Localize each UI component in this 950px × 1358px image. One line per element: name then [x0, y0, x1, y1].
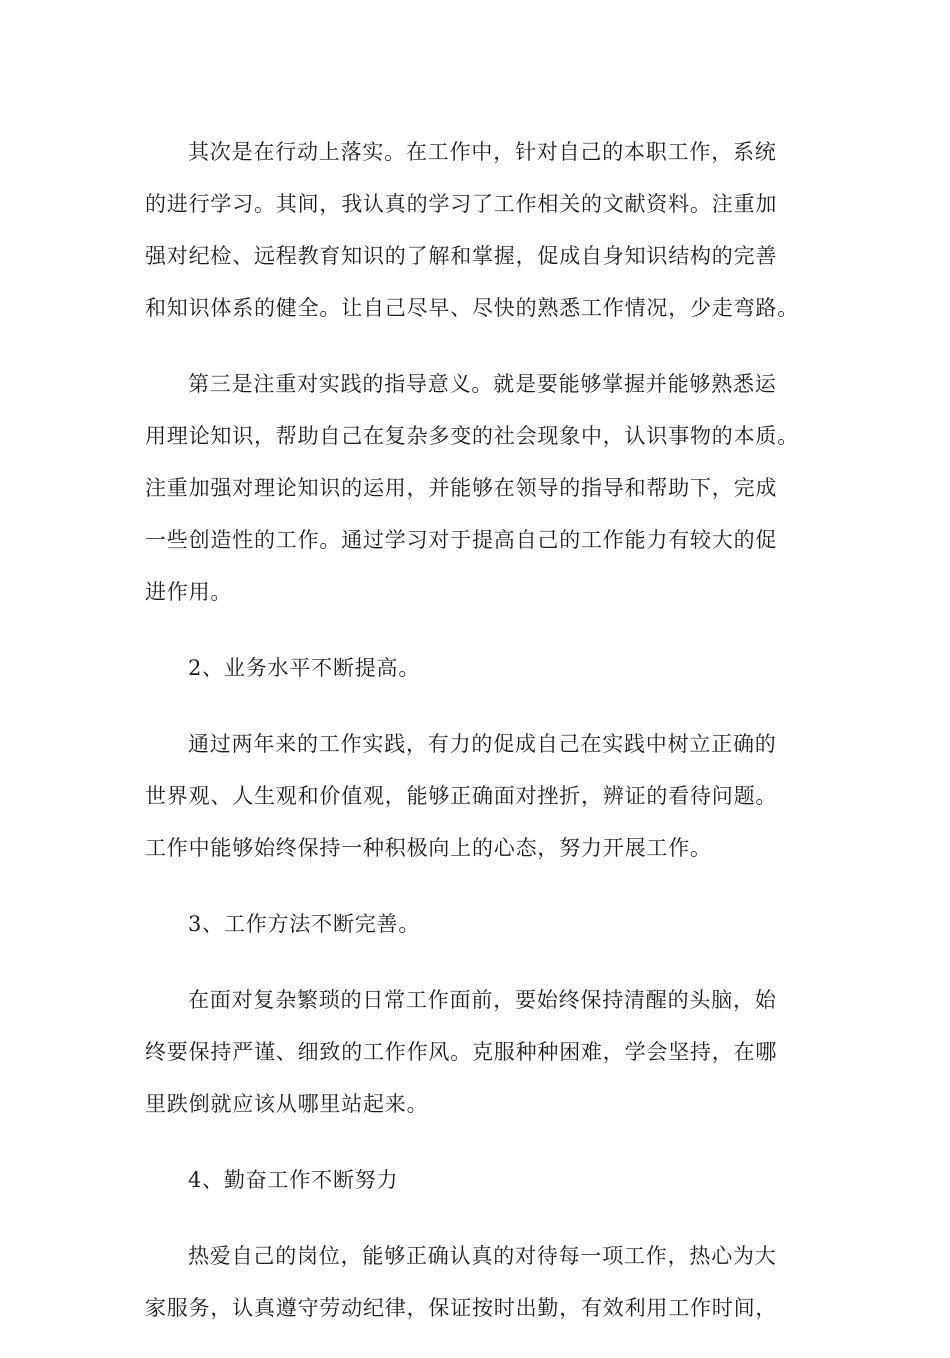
paragraph-practice-guidance — [145, 358, 805, 618]
paragraph-diligent-work — [145, 1230, 805, 1334]
text-line: 工作中能够始终保持一种积极向上的心态，努力开展工作。 — [145, 836, 712, 860]
heading-text: 3、工作方法不断完善。 — [188, 912, 421, 936]
heading-text: 2、业务水平不断提高。 — [188, 656, 421, 680]
text-line: 里跌倒就应该从哪里站起来。 — [145, 1092, 429, 1116]
section-heading-2 — [145, 642, 805, 694]
text-line: 进作用。 — [145, 580, 233, 604]
text-line: 和知识体系的健全。让自己尽早、尽快的熟悉工作情况，少走弯路。 — [145, 296, 799, 320]
document-page — [145, 126, 805, 1358]
text-line: 热爱自己的岗位，能够正确认真的对待每一项工作，热心为大 — [188, 1244, 777, 1268]
section-heading-4 — [145, 1154, 805, 1206]
text-line: 在面对复杂繁琐的日常工作面前，要始终保持清醒的头脑，始 — [188, 988, 777, 1012]
section-heading-3 — [145, 898, 805, 950]
text-line: 世界观、人生观和价值观，能够正确面对挫折，辨证的看待问题。 — [145, 784, 778, 808]
text-line: 强对纪检、远程教育知识的了解和掌握，促成自身知识结构的完善 — [145, 244, 778, 268]
paragraph-work-method — [145, 974, 805, 1130]
text-line: 一些创造性的工作。通过学习对于提高自己的工作能力有较大的促 — [145, 528, 778, 552]
paragraph-work-practice — [145, 718, 805, 874]
text-line: 第三是注重对实践的指导意义。就是要能够掌握并能够熟悉运 — [188, 372, 777, 396]
text-line: 注重加强对理论知识的运用，并能够在领导的指导和帮助下，完成 — [145, 476, 778, 500]
text-line: 用理论知识，帮助自己在复杂多变的社会现象中，认识事物的本质。 — [145, 424, 799, 448]
text-line: 家服务，认真遵守劳动纪律，保证按时出勤，有效利用工作时间， — [145, 1296, 778, 1320]
heading-text: 4、勤奋工作不断努力 — [188, 1168, 399, 1192]
text-line: 的进行学习。其间，我认真的学习了工作相关的文献资料。注重加 — [145, 192, 778, 216]
text-line: 终要保持严谨、细致的工作作风。克服种种困难，学会坚持，在哪 — [145, 1040, 778, 1064]
text-line: 其次是在行动上落实。在工作中，针对自己的本职工作，系统 — [188, 140, 777, 164]
text-line: 通过两年来的工作实践，有力的促成自己在实践中树立正确的 — [188, 732, 777, 756]
paragraph-practice-implementation — [145, 126, 805, 334]
